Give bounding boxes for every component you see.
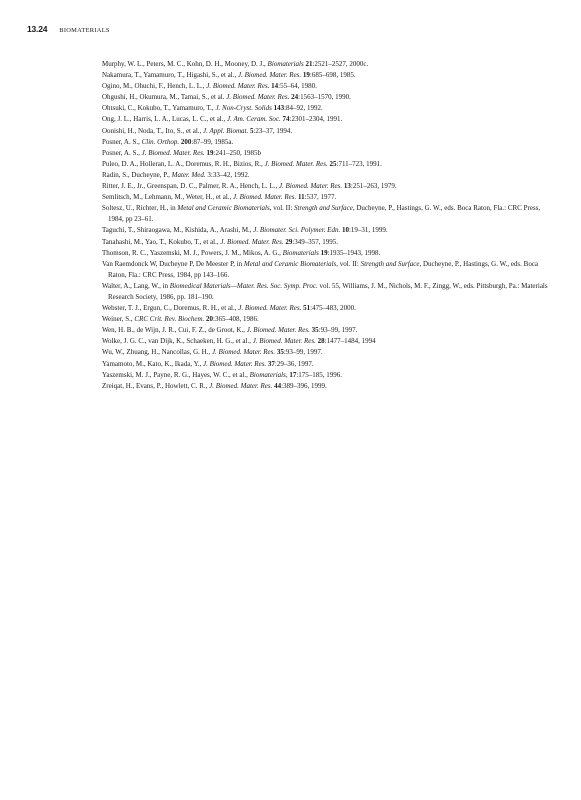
- reference-source: Biomedical Materials—Mater. Res. Soc. Symp. Proc.: [169, 281, 318, 290]
- reference-volume: 35: [311, 326, 319, 335]
- reference-volume: 14: [271, 82, 279, 91]
- section-title: BIOMATERIALS: [59, 27, 110, 34]
- reference-text: :1477–1484, 1994: [324, 337, 376, 346]
- reference-text: Posner, A. S.,: [102, 148, 142, 157]
- reference-source: J. Biomed. Mater. Res.: [202, 359, 267, 368]
- reference-entry: [102, 92, 557, 103]
- reference-source: Metal and Ceramic Biomaterials: [243, 259, 337, 268]
- reference-text: Soltesz, U., Richter, H., in: [102, 204, 178, 213]
- reference-volume: 143: [273, 104, 285, 113]
- reference-entry: [102, 325, 557, 336]
- reference-volume: 25: [329, 159, 337, 168]
- reference-text: :23–37, 1994.: [253, 126, 293, 135]
- reference-volume: 17: [289, 370, 297, 379]
- reference-text: Yamamoto, M., Kato, K., Ikada, Y.,: [102, 359, 203, 368]
- reference-text: 3:33–42, 1992.: [205, 170, 250, 179]
- reference-volume: 29: [285, 237, 293, 246]
- reference-text: :19–31, 1999.: [348, 226, 388, 235]
- reference-text: :537, 1977.: [304, 193, 337, 202]
- reference-text: :1563–1570, 1990.: [298, 93, 351, 102]
- reference-list: [102, 59, 557, 392]
- reference-volume: 200: [180, 137, 192, 146]
- reference-text: , vol. II:: [336, 259, 361, 268]
- reference-text: :93–99, 1997.: [318, 326, 358, 335]
- reference-source: Clin. Orthop.: [141, 137, 180, 146]
- reference-text: Nakamura, T., Yamamuro, T., Higashi, S., et al.,: [102, 71, 238, 80]
- reference-text: Ong, J. L., Harris, L. A., Lucas, L. C., et al.,: [102, 115, 228, 124]
- reference-text: Taguchi, T., Shiraogawa, M., Kishida, A., Arashi, M.,: [102, 226, 254, 235]
- reference-volume: 51: [303, 304, 311, 313]
- reference-entry: [102, 225, 557, 236]
- reference-text: Murphy, W. L., Peters, M. C., Kohn, D. H., Mooney, D. J.,: [102, 60, 268, 68]
- reference-entry: [102, 192, 557, 203]
- reference-text: Puleo, D. A., Holleran, L. A., Doremus, R. H., Bizios, R.,: [102, 159, 265, 168]
- reference-volume: 10: [341, 226, 349, 235]
- reference-entry: [102, 336, 557, 347]
- reference-source: Biomaterials: [282, 248, 319, 257]
- reference-volume: 19: [302, 71, 310, 80]
- reference-text: Ohtsuki, C., Kokubo, T., Yamamuro, T.,: [102, 104, 216, 113]
- reference-source: Strength and Surface: [360, 259, 420, 268]
- reference-entry: [102, 114, 557, 125]
- reference-source: J. Biomed. Mater. Res.: [246, 326, 310, 335]
- reference-source: J. Biomed. Mater. Res.: [206, 82, 270, 91]
- reference-text: Ogino, M., Ohuchi, F., Hench, L. L.,: [102, 82, 207, 91]
- reference-source: CRC Crit. Rev. Biochem.: [134, 315, 205, 324]
- reference-text: :175–185, 1996.: [296, 370, 343, 379]
- reference-text: :349–357, 1995.: [292, 237, 339, 246]
- reference-source: J. Biomed. Mater. Res.: [226, 93, 290, 102]
- reference-entry: [102, 381, 557, 392]
- reference-text: :389–396, 1999.: [281, 381, 327, 390]
- reference-text: , Ducheyne, P., Hastings, G. W., eds. Boca Raton, Fla.: CRC Press, 1984, pp 23–61.: [108, 204, 541, 224]
- reference-text: Tanahashi, M., Yao, T., Kokubo, T., et al.,: [102, 237, 221, 246]
- reference-source: Mater. Med.: [171, 170, 206, 179]
- reference-text: Oonishi, H., Noda, T., Ito, S., et al.,: [102, 126, 204, 135]
- reference-text: Ohgushi, H., Okumura, M., Tamai, S., et al.: [102, 93, 227, 102]
- reference-source: Biomaterials: [249, 370, 286, 379]
- reference-entry: [102, 237, 557, 248]
- reference-entry: [102, 259, 557, 281]
- reference-entry: [102, 370, 557, 381]
- reference-source: J. Non-Cryst. Solids: [215, 104, 272, 113]
- reference-volume: 24: [291, 93, 299, 102]
- reference-text: Zreiqat, H., Evans, P., Howlett, C. R.,: [102, 381, 210, 390]
- reference-entry: [102, 203, 557, 225]
- reference-text: Ritter, J. E., Jr., Greenspan, D. C., Palmer, R. A., Hench, L. L.,: [102, 182, 279, 191]
- reference-text: Yaszemski, M. J., Payne, R. G., Hayes, W. C., et al.,: [102, 370, 250, 379]
- reference-volume: 28: [317, 337, 325, 346]
- reference-entry: [102, 314, 557, 325]
- reference-source: J. Biomed. Mater. Res.: [141, 148, 205, 157]
- reference-entry: [102, 70, 557, 81]
- reference-source: J. Biomed. Mater. Res.: [264, 159, 328, 168]
- reference-entry: [102, 159, 557, 170]
- reference-volume: 37: [267, 359, 275, 368]
- reference-text: :251–263, 1979.: [350, 182, 397, 191]
- reference-source: Metal and Ceramic Biomaterials: [177, 204, 270, 213]
- reference-volume: 19: [206, 148, 214, 157]
- reference-entry: [102, 59, 557, 70]
- reference-text: :87–99, 1985a.: [191, 137, 234, 146]
- reference-entry: [102, 281, 557, 303]
- reference-text: Wolke, J. G. C., van Dijk, K., Schaeken, H. G., et al.,: [102, 337, 253, 346]
- reference-volume: 11: [297, 193, 305, 202]
- reference-volume: 21: [305, 60, 313, 68]
- reference-text: Weiner, S.,: [102, 315, 135, 324]
- reference-volume: 13: [343, 182, 351, 191]
- reference-entry: [102, 81, 557, 92]
- reference-entry: [102, 359, 557, 370]
- reference-volume: 35: [276, 348, 284, 357]
- reference-text: :241–250, 1985b: [213, 148, 261, 157]
- reference-text: :29–36, 1997.: [274, 359, 314, 368]
- reference-text: :93–99, 1997.: [283, 348, 323, 357]
- reference-volume: 74: [282, 115, 290, 124]
- reference-text: :365–408, 1986.: [213, 315, 259, 324]
- reference-source: J. Biomed. Mater. Res.: [220, 237, 284, 246]
- reference-entry: [102, 181, 557, 192]
- reference-text: Wen, H. B., de Wijn, J. R., Cui, F. Z., de Groot, K.,: [102, 326, 247, 335]
- reference-entry: [102, 347, 557, 358]
- reference-source: J. Biomed. Mater. Res.: [252, 337, 316, 346]
- reference-text: :55–64, 1980.: [278, 82, 317, 91]
- reference-text: Radin, S., Ducheyne, P.,: [102, 170, 172, 179]
- reference-source: Strength and Surface: [294, 204, 353, 213]
- running-head: [27, 24, 110, 36]
- reference-source: J. Biomed. Mater. Res.: [237, 71, 302, 80]
- reference-text: :84–92, 1992.: [284, 104, 323, 113]
- reference-source: J. Biomed. Mater. Res.: [211, 348, 276, 357]
- reference-source: Biomaterials: [267, 60, 304, 68]
- reference-text: :2301–2304, 1991.: [289, 115, 343, 124]
- reference-text: Posner, A. S.,: [102, 137, 142, 146]
- reference-source: J. Biomater. Sci. Polymer. Edn.: [253, 226, 341, 235]
- reference-text: vol. 55, Williams, J. M., Nichols, M. F., Zingg, W., eds. Pittsburgh, Pa.: Materials Research Society, 1986, pp. 181–190.: [108, 281, 548, 301]
- reference-entry: [102, 170, 557, 181]
- reference-text: Walter, A., Lang, W., in: [102, 281, 170, 290]
- reference-text: Webster, T. J., Ergun, C., Doremus, R. H., et al.,: [102, 304, 239, 313]
- reference-text: ,: [285, 370, 290, 379]
- reference-text: Semlitsch, M., Lehmann, M., Weter, H., et al.,: [102, 193, 234, 202]
- reference-source: J. Biomed. Mater. Res.: [278, 182, 343, 191]
- reference-volume: 5: [249, 126, 254, 135]
- reference-text: :711–723, 1991.: [336, 159, 382, 168]
- reference-text: Van Raemdonck W, Ducheyne P, De Meester P, in: [102, 259, 244, 268]
- reference-source: J. Am. Ceram. Soc.: [227, 115, 281, 124]
- reference-text: Thomson, R. C., Yaszemski, M. J., Powers, J. M., Mikos, A. G.,: [102, 248, 283, 257]
- reference-source: J. Biomed. Mater. Res.: [233, 193, 297, 202]
- reference-text: , Ducheyne, P., Hastings, G. W., eds. Boca Raton, Fla.: CRC Press, 1984, pp 143–166.: [108, 259, 539, 279]
- reference-entry: [102, 303, 557, 314]
- reference-entry: [102, 248, 557, 259]
- reference-source: J. Biomed. Mater. Res.: [209, 381, 273, 390]
- reference-volume: 44: [274, 381, 282, 390]
- reference-entry: [102, 103, 557, 114]
- reference-entry: [102, 126, 557, 137]
- reference-volume: 19: [320, 248, 328, 257]
- reference-text: , vol. II:: [269, 204, 295, 213]
- reference-volume: 20: [206, 315, 214, 324]
- reference-entry: [102, 137, 557, 148]
- reference-text: :2521–2527, 2000c.: [312, 60, 369, 68]
- reference-text: :475–483, 2000.: [310, 304, 356, 313]
- reference-text: Wu, W., Zhuang, H., Nancollas, G. H.,: [102, 348, 212, 357]
- reference-source: J. Biomed. Mater. Res.: [238, 304, 302, 313]
- reference-text: :1935–1943, 1998.: [327, 248, 381, 257]
- page-number: 13.24: [27, 24, 48, 34]
- reference-source: J. Appl. Biomat.: [203, 126, 249, 135]
- reference-text: :685–698, 1985.: [309, 71, 356, 80]
- reference-entry: [102, 148, 557, 159]
